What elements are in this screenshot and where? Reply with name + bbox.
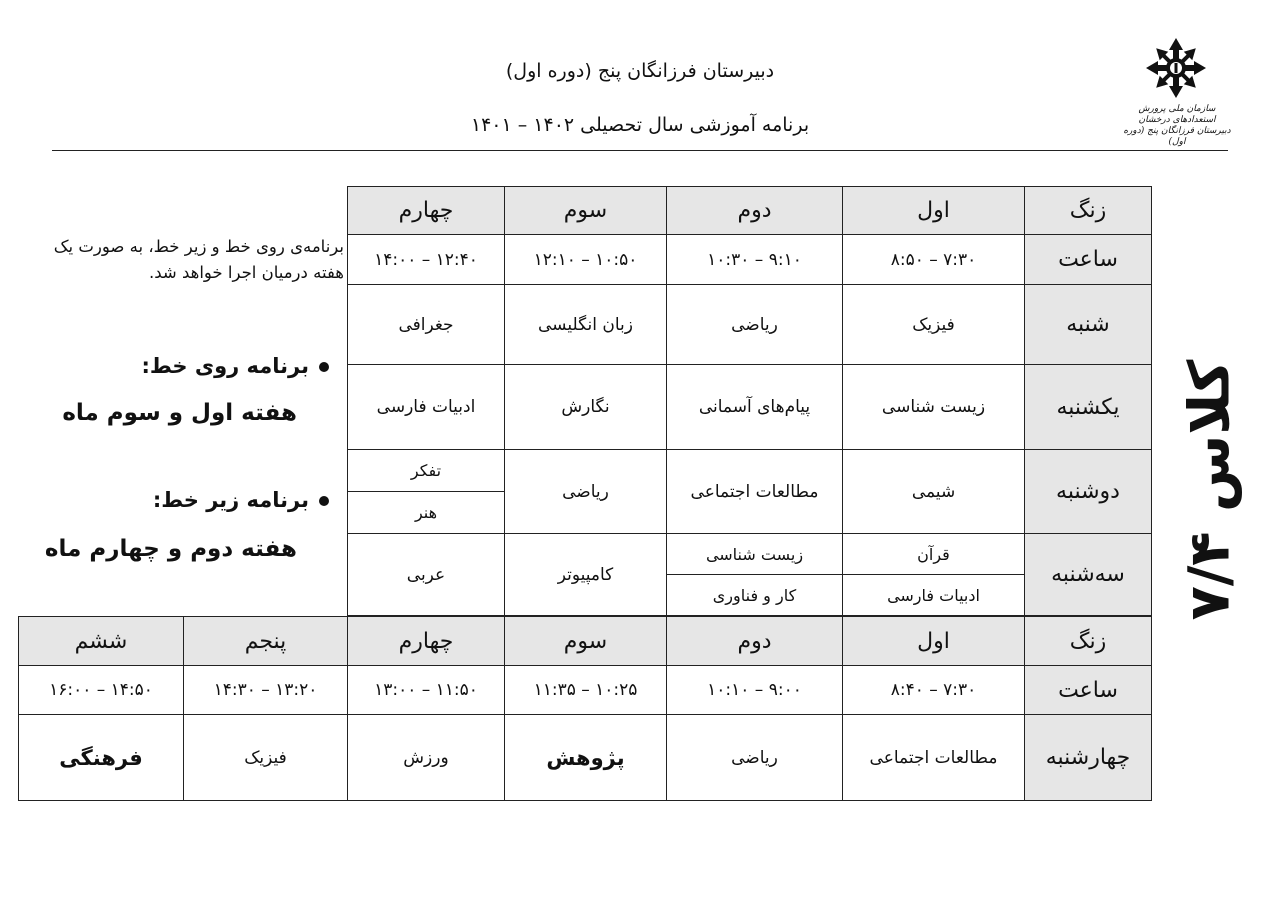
bullet-icon [319,496,329,506]
sunday-row [348,365,1152,450]
sunday-period-1: زیست شناسی [843,365,1025,450]
wed-period-6-header: ششم [19,617,184,666]
tuesday-period-2-below: کار و فناوری [667,575,843,616]
monday-period-4-above: تفکر [348,450,505,492]
bell-header: زنگ [1025,187,1152,235]
wednesday-period-2: ریاضی [667,715,843,801]
tuesday-period-4: عربی [348,534,505,616]
period-1-time: ۷:۳۰ – ۸:۵۰ [843,235,1025,285]
logo-caption [1118,104,1236,148]
sunday-period-4: ادبیات فارسی [348,365,505,450]
time-row [348,235,1152,285]
wed-period-5-header: پنجم [184,617,348,666]
below-line-label: برنامه زیر خط: [152,488,309,512]
period-1-header: اول [843,187,1025,235]
wed-period-2-time: ۹:۰۰ – ۱۰:۱۰ [667,666,843,715]
monday-period-1: شیمی [843,450,1025,534]
wed-period-5-time: ۱۳:۲۰ – ۱۴:۳۰ [184,666,348,715]
wednesday-period-1: مطالعات اجتماعی [843,715,1025,801]
saturday-period-2: ریاضی [667,285,843,365]
monday-label: دوشنبه [1025,450,1152,534]
saturday-period-1: فیزیک [843,285,1025,365]
wed-time-header: ساعت [1025,666,1152,715]
monday-period-4-below: هنر [348,492,505,534]
period-header-row [348,187,1152,235]
tuesday-period-1-below: ادبیات فارسی [843,575,1025,616]
wed-period-3-time: ۱۰:۲۵ – ۱۱:۳۵ [505,666,667,715]
school-name: دبیرستان فرزانگان پنج (دوره اول) [505,60,775,82]
saturday-period-3: زبان انگلیسی [505,285,667,365]
weekly-timetable [347,186,1152,616]
tuesday-label: سه‌شنبه [1025,534,1152,616]
logo-text-line1: سازمان ملی پرورش استعدادهای درخشان [1138,104,1216,125]
monday-period-2: مطالعات اجتماعی [667,450,843,534]
school-logo [1118,36,1236,146]
wed-period-2-header: دوم [667,617,843,666]
wednesday-period-5: فیزیک [184,715,348,801]
sunday-period-3: نگارش [505,365,667,450]
wednesday-row [19,715,1152,801]
wed-period-header-row [19,617,1152,666]
above-line-label: برنامه روی خط: [141,354,309,378]
saturday-label: شنبه [1025,285,1152,365]
below-line-item [153,488,329,512]
period-4-time: ۱۲:۴۰ – ۱۴:۰۰ [348,235,505,285]
class-label [1155,360,1265,620]
program-title: برنامه آموزشی سال تحصیلی ۱۴۰۲ – ۱۴۰۱ [470,114,810,136]
wed-period-4-header: چهارم [348,617,505,666]
wed-time-row [19,666,1152,715]
wednesday-label: چهارشنبه [1025,715,1152,801]
wednesday-timetable [18,616,1152,801]
tuesday-period-1-above: قرآن [843,534,1025,575]
tuesday-period-3: کامپیوتر [505,534,667,616]
period-2-time: ۹:۱۰ – ۱۰:۳۰ [667,235,843,285]
time-header: ساعت [1025,235,1152,285]
sunday-label: یکشنبه [1025,365,1152,450]
wed-period-1-time: ۷:۳۰ – ۸:۴۰ [843,666,1025,715]
period-3-header: سوم [505,187,667,235]
wed-period-6-time: ۱۴:۵۰ – ۱۶:۰۰ [19,666,184,715]
alternation-note: برنامه‌ی روی خط و زیر خط، به صورت یک هفته درمیان اجرا خواهد شد. [53,237,344,282]
period-4-header: چهارم [348,187,505,235]
below-line-weeks: هفته دوم و چهارم ماه [44,536,297,562]
wed-period-3-header: سوم [505,617,667,666]
tuesday-row [348,534,1152,575]
above-line-weeks: هفته اول و سوم ماه [62,400,297,426]
above-line-item [142,354,330,378]
saturday-period-4: جغرافی [348,285,505,365]
wednesday-period-3: پژوهش [505,715,667,801]
monday-row [348,450,1152,492]
saturday-row [348,285,1152,365]
tuesday-period-2-above: زیست شناسی [667,534,843,575]
header-divider [52,150,1228,151]
wed-bell-header: زنگ [1025,617,1152,666]
period-3-time: ۱۰:۵۰ – ۱۲:۱۰ [505,235,667,285]
monday-period-3: ریاضی [505,450,667,534]
wednesday-period-4: ورزش [348,715,505,801]
wednesday-period-6: فرهنگی [19,715,184,801]
period-2-header: دوم [667,187,843,235]
wed-period-4-time: ۱۱:۵۰ – ۱۳:۰۰ [348,666,505,715]
logo-text-line2: دبیرستان فرزانگان پنج (دوره اول) [1123,126,1231,147]
sunday-period-2: پیام‌های آسمانی [667,365,843,450]
bullet-icon [319,362,329,372]
class-label-text: کلاس ۷/۴ [1177,359,1243,621]
wed-period-1-header: اول [843,617,1025,666]
